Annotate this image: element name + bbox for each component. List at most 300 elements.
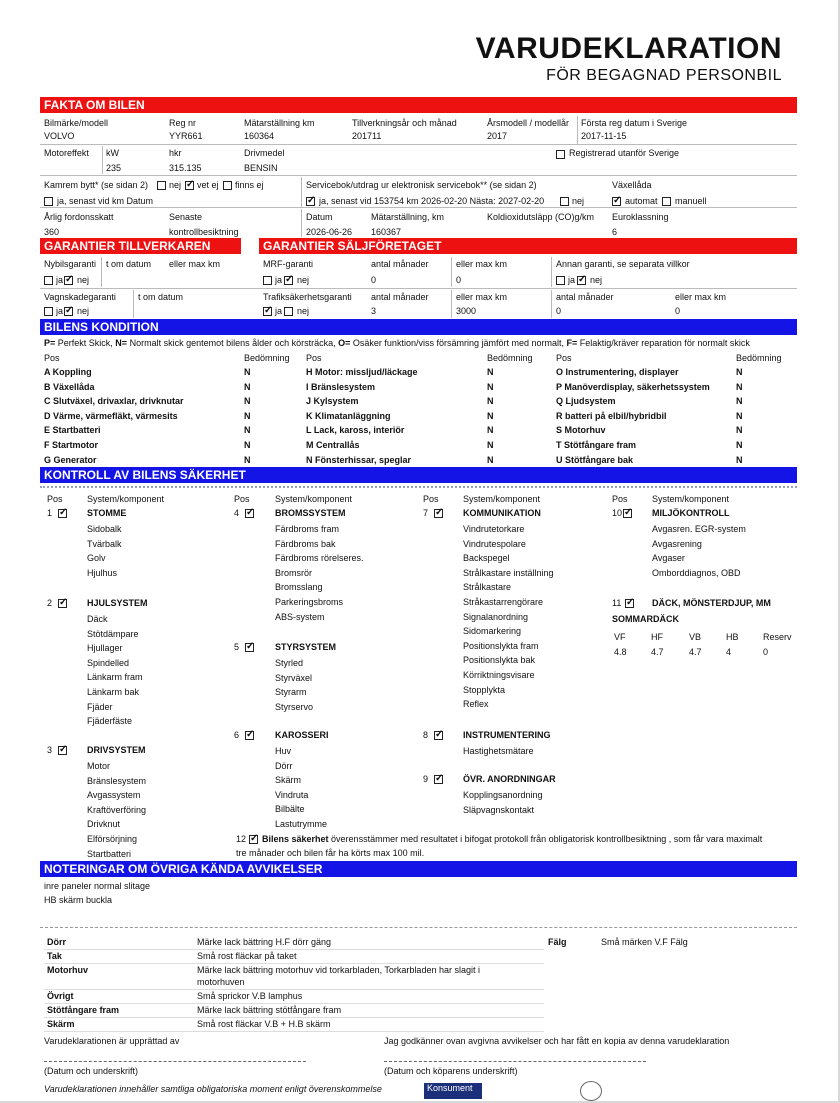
kondition-grade-1-7: N [244, 454, 251, 465]
g2-num: 2 [47, 598, 53, 608]
euro-value: 6 [612, 227, 618, 237]
tyre-header-4: HB [726, 632, 739, 642]
belt-date-label: ja, senast vid km Datum [57, 196, 154, 206]
mrf-months-label: antal månader [371, 259, 429, 269]
g1-checkbox[interactable] [58, 509, 67, 518]
divider [133, 290, 134, 318]
g7-item-6: Stråkastarrengörare [463, 597, 544, 607]
note-row-text-5: Märke lack bättring stötfångare fram [197, 1005, 342, 1015]
g9-item-1: Kopplingsanordning [463, 790, 543, 800]
service-nej-label: nej [572, 196, 585, 206]
g10-checkbox[interactable] [623, 509, 632, 518]
mrf-ja-label: ja [275, 275, 283, 285]
g8-num: 8 [423, 730, 429, 740]
note-row-divider [44, 963, 544, 964]
tyre-value-1: 4.8 [614, 647, 627, 657]
tyre-value-2: 4.7 [651, 647, 664, 657]
divider [40, 175, 797, 176]
tyre-value-5: 0 [763, 647, 769, 657]
g3-item-3: Avgassystem [87, 790, 141, 801]
g3-item-1: Motor [87, 761, 111, 771]
g5-item-1: Styrled [275, 658, 304, 668]
g7-item-4: Strålkastare inställning [463, 567, 554, 578]
belt-finns-ej-label: finns ej [235, 180, 264, 190]
trafik-km-label: eller max km [456, 292, 508, 302]
g8-checkbox[interactable] [434, 731, 443, 740]
kondition-item-3-1: O Instrumentering, displayer [556, 367, 679, 377]
g3-item-7: Startbatteri [87, 848, 132, 859]
kondition-item-2-4: K Klimatanläggning [306, 410, 391, 421]
kondition-grade-3-5: N [736, 425, 743, 436]
kond-pos-header-2: Pos [306, 353, 322, 363]
g1-num: 1 [47, 508, 53, 518]
g6-item-1: Huv [275, 746, 292, 756]
g7-item-8: Sidomarkering [463, 626, 522, 637]
g11-title: DÄCK, MÖNSTERDJUP, MM [652, 598, 771, 608]
g5-item-2: Styrväxel [275, 672, 313, 683]
note-row-text-3: Märke lack bättring motorhuv vid torkarbladen, Torkarbladen har slagit i [197, 965, 480, 975]
divider [40, 207, 797, 208]
kondition-grade-3-1: N [736, 367, 743, 377]
g7-item-13: Reflex [463, 699, 489, 710]
odo-value: 160364 [244, 131, 275, 141]
sak-sys-header-3: System/komponent [463, 494, 541, 504]
trafik-ja-checkbox[interactable] [263, 307, 272, 316]
note-row-text-4: Små sprickor V.B lamphus [197, 991, 303, 1001]
g6-item-5: Bilbälte [275, 804, 305, 815]
note-row-text-6: Små rost fläckar V.B + H.B skärm [197, 1019, 331, 1029]
divider [451, 290, 452, 318]
g2-item-2: Stötdämpare [87, 628, 139, 639]
annan-km-value: 0 [675, 306, 681, 316]
divider [102, 146, 103, 174]
g10-item-2: Avgasrening [652, 538, 702, 549]
mfg-label: Tillverkningsår och månad [352, 118, 457, 128]
reg-value: YYR661 [169, 131, 203, 141]
trafik-months-label: antal månader [371, 292, 429, 302]
g4-checkbox[interactable] [245, 509, 254, 518]
mrf-nej-checkbox[interactable] [284, 276, 293, 285]
kondition-grade-2-5: N [487, 425, 494, 436]
annan-nej-label: nej [590, 275, 603, 285]
nybil-nej-checkbox[interactable] [64, 276, 73, 285]
falg-label: Fälg [548, 937, 567, 947]
kondition-item-2-1: H Motor: missljud/läckage [306, 367, 418, 377]
note-row-label-2: Tak [47, 951, 62, 961]
trafik-label: Trafiksäkerhetsgaranti [263, 292, 352, 302]
g5-item-3: Styrarm [275, 687, 307, 698]
falg-text: Små märken V.F Fälg [601, 937, 688, 947]
kondition-grade-2-1: N [487, 367, 494, 377]
kw-label: kW [106, 148, 119, 158]
g9-item-2: Släpvagnskontakt [463, 804, 535, 815]
g4-item-3: Färdbroms rörelseres. [275, 553, 364, 564]
kondition-item-3-3: Q Ljudsystem [556, 396, 616, 407]
odo2-value: 160367 [371, 227, 402, 237]
footer-note: Varudeklarationen innehåller samtliga obligatoriska moment enligt överenskommelse [44, 1084, 382, 1094]
g1-title: STOMME [87, 508, 127, 518]
sak-sys-header-2: System/komponent [275, 494, 353, 504]
g10-title: MILJÖKONTROLL [652, 508, 730, 518]
g1-item-1: Sidobalk [87, 524, 122, 534]
kondition-item-3-4: R batteri på elbil/hybridbil [556, 410, 667, 421]
g7-checkbox[interactable] [434, 509, 443, 518]
trafik-months-value: 3 [371, 306, 377, 316]
belt-label: Kamrem bytt* (se sidan 2) [44, 180, 149, 190]
note-row-divider [44, 1031, 544, 1032]
divider [40, 288, 797, 289]
gearbox-automat-label: automat [625, 196, 658, 206]
g4-item-1: Färdbroms fram [275, 524, 340, 534]
kondition-item-1-4: D Värme, värmefläkt, värmesits [44, 410, 178, 421]
annan-ja-checkbox[interactable] [556, 276, 565, 285]
kondition-grade-1-6: N [244, 440, 251, 450]
vagn-nej-label: nej [77, 306, 90, 316]
page-subtitle: FÖR BEGAGNAD PERSONBIL [546, 67, 782, 84]
kondition-grade-2-7: N [487, 454, 494, 465]
g2-item-1: Däck [87, 614, 108, 624]
kondition-grade-1-3: N [244, 396, 251, 407]
tyre-header-3: VB [689, 632, 702, 642]
tyre-header-2: HF [651, 632, 663, 642]
fuel-label: Drivmedel [244, 148, 285, 158]
belt-ja-checkbox[interactable] [44, 197, 53, 206]
g3-checkbox[interactable] [58, 746, 67, 755]
g2-item-8: Fjäderfäste [87, 716, 133, 727]
kondition-item-1-1: A Koppling [44, 367, 92, 377]
service-label: Servicebok/utdrag ur elektronisk servicebok** (se sidan 2) [306, 180, 537, 190]
reg-abroad-checkbox[interactable] [556, 150, 565, 159]
g4-title: BROMSSYSTEM [275, 508, 346, 518]
trafik-nej-label: nej [297, 306, 310, 316]
mrf-km-value: 0 [456, 275, 462, 285]
g12-checkbox[interactable] [249, 835, 258, 844]
g1-item-3: Golv [87, 553, 106, 564]
konsument-logo: Konsument [424, 1083, 482, 1099]
divider [577, 116, 578, 144]
g7-num: 7 [423, 508, 429, 518]
kondition-grade-1-2: N [244, 381, 251, 392]
vagn-ja-checkbox[interactable] [44, 307, 53, 316]
sak-pos-header-2: Pos [234, 494, 250, 504]
kondition-grade-2-4: N [487, 410, 494, 421]
belt-nej-label: nej [169, 180, 182, 190]
g7-item-2: Vindrutespolare [463, 538, 526, 549]
kondition-grade-1-5: N [244, 425, 251, 436]
fuel-value: BENSIN [244, 163, 278, 173]
kondition-legend: P= Perfekt Skick, N= Normalt skick gentemot bilens ålder och körsträcka, O= Osäker funktion/viss försämring jämfört med normalt, F= Felaktig/kräver reparation för normalt skick [44, 338, 750, 348]
divider [451, 257, 452, 287]
note-row-label-5: Stötfångare fram [47, 1005, 120, 1015]
kondition-item-3-5: S Motorhuv [556, 425, 606, 436]
dashed-divider [40, 927, 797, 928]
service-nej-checkbox[interactable] [560, 197, 569, 206]
kondition-grade-3-6: N [736, 440, 743, 450]
sak-sys-header-4: System/komponent [652, 494, 730, 504]
kw-value: 235 [106, 163, 122, 173]
mfg-value: 201711 [352, 131, 382, 141]
upprattad-label: Varudeklarationen är upprättad av [44, 1036, 180, 1046]
g8-title: INSTRUMENTERING [463, 730, 551, 740]
annan-months-value: 0 [556, 306, 562, 316]
g6-num: 6 [234, 730, 240, 740]
first-reg-label: Första reg datum i Sverige [581, 118, 688, 128]
g3-num: 3 [47, 745, 53, 755]
nybil-label: Nybilsgaranti [44, 259, 97, 269]
kondition-item-1-6: F Startmotor [44, 440, 98, 450]
kondition-grade-3-4: N [736, 410, 743, 421]
g7-item-11: Körriktningsvisare [463, 670, 535, 680]
g10-item-3: Avgaser [652, 553, 685, 564]
nybil-nej-label: nej [77, 275, 90, 285]
belt-finns-ej-checkbox[interactable] [223, 181, 232, 190]
kondition-grade-3-7: N [736, 454, 743, 465]
g3-item-4: Kraftöverföring [87, 804, 147, 815]
kondition-grade-1-1: N [244, 367, 251, 377]
reg-label: Reg nr [169, 118, 197, 128]
first-reg-value: 2017-11-15 [581, 131, 627, 141]
g6-checkbox[interactable] [245, 731, 254, 740]
sak-pos-header-3: Pos [423, 494, 439, 504]
fakta-band: FAKTA OM BILEN [40, 97, 797, 113]
note-row-text2-3: motorhuven [197, 977, 245, 987]
kondition-grade-3-2: N [736, 381, 743, 392]
tyre-header-5: Reserv [763, 632, 792, 642]
g10-item-1: Avgasren. EGR-system [652, 524, 746, 534]
annan-ja-label: ja [568, 275, 576, 285]
g4-item-6: Parkeringsbroms [275, 597, 344, 607]
page-title: VARUDEKLARATION [475, 32, 782, 65]
seal-icon [580, 1081, 602, 1101]
note-row-text-1: Märke lack bättring H.F dörr gäng [197, 937, 332, 947]
nybil-km-label: eller max km [169, 259, 221, 269]
odo2-label: Mätarställning, km [371, 212, 445, 222]
g6-item-6: Lastutrymme [275, 819, 328, 829]
trafik-km-value: 3000 [456, 306, 477, 316]
g6-item-4: Vindruta [275, 789, 309, 800]
kondition-item-3-7: U Stötfångare bak [556, 454, 634, 465]
g10-num: 10 [612, 508, 623, 518]
brand-label: Bilmärke/modell [44, 118, 109, 128]
belt-vet-ej-checkbox[interactable] [185, 181, 194, 190]
note-line-2: HB skärm buckla [44, 895, 113, 905]
service-value: ja, senast vid 153754 km 2026-02-20 Nästa: 2027-02-20 [319, 196, 545, 206]
g2-title: HJULSYSTEM [87, 598, 148, 608]
kondition-band: BILENS KONDITION [40, 319, 797, 335]
kondition-item-1-7: G Generator [44, 454, 97, 465]
g1-item-2: Tvärbalk [87, 538, 122, 549]
model-year-label: Årsmodell / modellår [487, 118, 570, 128]
kondition-item-1-5: E Startbatteri [44, 425, 101, 436]
last-insp-label: Senaste [169, 212, 203, 222]
sign-buyer-label: (Datum och köparens underskrift) [384, 1066, 518, 1076]
g3-item-5: Drivknut [87, 819, 121, 830]
trafik-nej-checkbox[interactable] [284, 307, 293, 316]
note-row-label-4: Övrigt [47, 991, 74, 1001]
g5-item-4: Styrservo [275, 701, 314, 712]
g10-item-4: Omborddiagnos, OBD [652, 567, 741, 578]
mrf-label: MRF-garanti [263, 259, 314, 269]
note-row-divider [44, 989, 544, 990]
g6-title: KAROSSERI [275, 730, 329, 740]
hkr-value: 315.135 [169, 163, 202, 173]
g7-item-3: Backspegel [463, 553, 510, 564]
g2-item-7: Fjäder [87, 701, 113, 712]
kondition-item-2-3: J Kylsystem [306, 396, 359, 407]
co2-label: Koldioxidutsläpp (CO)g/km [487, 212, 595, 222]
g7-item-5: Strålkastare [463, 582, 512, 593]
g7-item-9: Positionslykta fram [463, 640, 539, 651]
note-row-label-6: Skärm [47, 1019, 75, 1029]
note-row-label-3: Motorhuv [47, 965, 88, 975]
tyre-value-3: 4.7 [689, 647, 702, 657]
g4-item-2: Färdbroms bak [275, 538, 336, 549]
signature-line-buyer[interactable] [384, 1061, 646, 1062]
kond-bed-header-2: Bedömning [487, 353, 533, 363]
g2-checkbox[interactable] [58, 599, 67, 608]
annan-km-label: eller max km [675, 292, 727, 302]
dotted-divider [40, 486, 797, 488]
g2-item-3: Hjullager [87, 643, 123, 654]
tyre-value-4: 4 [726, 647, 732, 657]
sign-seller-label: (Datum och underskrift) [44, 1066, 139, 1076]
g4-item-7: ABS-system [275, 611, 325, 622]
g3-title: DRIVSYSTEM [87, 745, 146, 755]
noteringar-band: NOTERINGAR OM ÖVRIGA KÄNDA AVVIKELSER [40, 861, 797, 877]
garanti-saljforetaget-band: GARANTIER SÄLJFÖRETAGET [259, 238, 797, 254]
mrf-ja-checkbox[interactable] [263, 276, 272, 285]
model-year-value: 2017 [487, 131, 508, 141]
g11-subtitle: SOMMARDÄCK [612, 614, 679, 624]
g2-item-6: Länkarm bak [87, 687, 140, 697]
vagn-date-label: t om datum [138, 292, 184, 302]
g12-text: Bilens säkerhet överensstämmer med resultatet i bifogat protokoll från obligatorisk kontrollbesiktning , som får vara maximalt [262, 834, 763, 844]
belt-vet-ej-label: vet ej [197, 180, 219, 190]
kondition-item-2-5: L Lack, kaross, interiör [306, 425, 405, 436]
nybil-ja-label: ja [56, 275, 64, 285]
reg-abroad-label: Registrerad utanför Sverige [569, 148, 680, 158]
sak-pos-header-1: Pos [47, 494, 63, 504]
kond-pos-header-3: Pos [556, 353, 572, 363]
g7-title: KOMMUNIKATION [463, 508, 541, 518]
g7-item-12: Stopplykta [463, 684, 506, 695]
gearbox-automat-checkbox[interactable] [612, 197, 621, 206]
note-row-label-1: Dörr [47, 937, 67, 947]
g7-item-1: Vindrutetorkare [463, 524, 525, 534]
g7-item-7: Signalanordning [463, 611, 529, 622]
g12-num: 12 [236, 834, 247, 844]
kondition-item-3-6: T Stötfångare fram [556, 440, 637, 450]
hkr-label: hkr [169, 148, 182, 158]
tax-value: 360 [44, 227, 60, 237]
divider [551, 290, 552, 318]
service-ja-checkbox[interactable] [306, 197, 315, 206]
sak-sys-header-1: System/komponent [87, 494, 165, 504]
nybil-ja-checkbox[interactable] [44, 276, 53, 285]
g8-item-1: Hastighetsmätare [463, 746, 534, 756]
divider [551, 257, 552, 287]
g5-title: STYRSYSTEM [275, 642, 337, 652]
g3-item-2: Bränslesystem [87, 775, 147, 786]
kondition-grade-2-6: N [487, 440, 494, 450]
note-row-divider [44, 1017, 544, 1018]
sakerhet-band: KONTROLL AV BILENS SÄKERHET [40, 467, 797, 483]
vagn-label: Vagnskadegaranti [44, 292, 116, 302]
power-label: Motoreffekt [44, 148, 89, 158]
g11-checkbox[interactable] [625, 599, 634, 608]
g6-item-3: Skärm [275, 775, 302, 786]
note-row-divider [44, 949, 544, 950]
euro-label: Euroklassning [612, 212, 669, 222]
g2-item-4: Spindelled [87, 657, 130, 668]
kondition-item-1-2: B Växellåda [44, 381, 95, 392]
annan-months-label: antal månader [556, 292, 614, 302]
belt-nej-checkbox[interactable] [157, 181, 166, 190]
kondition-item-3-2: P Manöverdisplay, säkerhetssystem [556, 381, 710, 392]
mrf-nej-label: nej [297, 275, 310, 285]
kond-pos-header-1: Pos [44, 353, 60, 363]
annan-nej-checkbox[interactable] [577, 276, 586, 285]
gearbox-manuell-label: manuell [675, 196, 707, 206]
mrf-months-value: 0 [371, 275, 377, 285]
note-row-divider [44, 1003, 544, 1004]
odo-label: Mätarställning km [244, 118, 315, 128]
vagn-nej-checkbox[interactable] [64, 307, 73, 316]
g3-item-6: Elförsörjning [87, 834, 138, 844]
brand-value: VOLVO [44, 131, 75, 141]
tyre-header-1: VF [614, 632, 626, 642]
g9-num: 9 [423, 774, 429, 784]
last-insp-value: kontrollbesiktning [169, 227, 239, 237]
kondition-item-2-6: M Centrallås [306, 440, 360, 450]
kondition-item-2-2: I Bränslesystem [306, 381, 376, 392]
kondition-item-1-3: C Slutväxel, drivaxlar, drivknutar [44, 396, 184, 407]
divider [40, 144, 797, 145]
vagn-ja-label: ja [56, 306, 64, 316]
kondition-grade-2-3: N [487, 396, 494, 407]
g12-text-2: tre månader och bilen får ha körts max 100 mil. [236, 848, 425, 858]
note-row-text-2: Små rost fläckar på taket [197, 951, 297, 961]
g5-checkbox[interactable] [245, 643, 254, 652]
kondition-grade-1-4: N [244, 410, 251, 421]
g7-item-10: Positionslykta bak [463, 655, 536, 666]
g4-num: 4 [234, 508, 240, 518]
g9-checkbox[interactable] [434, 775, 443, 784]
mrf-km-label: eller max km [456, 259, 508, 269]
garanti-tillverkaren-band: GARANTIER TILLVERKAREN [40, 238, 241, 254]
divider [301, 209, 302, 237]
gearbox-manuell-checkbox[interactable] [662, 197, 671, 206]
annan-label: Annan garanti, se separata villkor [556, 259, 690, 269]
g2-item-5: Länkarm fram [87, 672, 143, 683]
kondition-grade-3-3: N [736, 396, 743, 407]
kond-bed-header-3: Bedömning [736, 353, 782, 363]
signature-line-seller[interactable] [44, 1061, 306, 1062]
g9-title: ÖVR. ANORDNINGAR [463, 774, 556, 784]
kondition-item-2-7: N Fönsterhissar, speglar [306, 454, 412, 465]
kond-bed-header-1: Bedömning [244, 353, 290, 363]
g6-item-2: Dörr [275, 760, 293, 771]
note-line-1: inre paneler normal slitage [44, 881, 151, 891]
g11-num: 11 [612, 598, 622, 608]
gearbox-label: Växellåda [612, 180, 652, 190]
divider [101, 257, 102, 287]
date-value: 2026-06-26 [306, 227, 353, 237]
g4-item-5: Bromsslang [275, 582, 323, 593]
nybil-date-label: t om datum [106, 259, 152, 269]
g4-item-4: Bromsrör [275, 567, 313, 578]
divider [301, 177, 302, 207]
